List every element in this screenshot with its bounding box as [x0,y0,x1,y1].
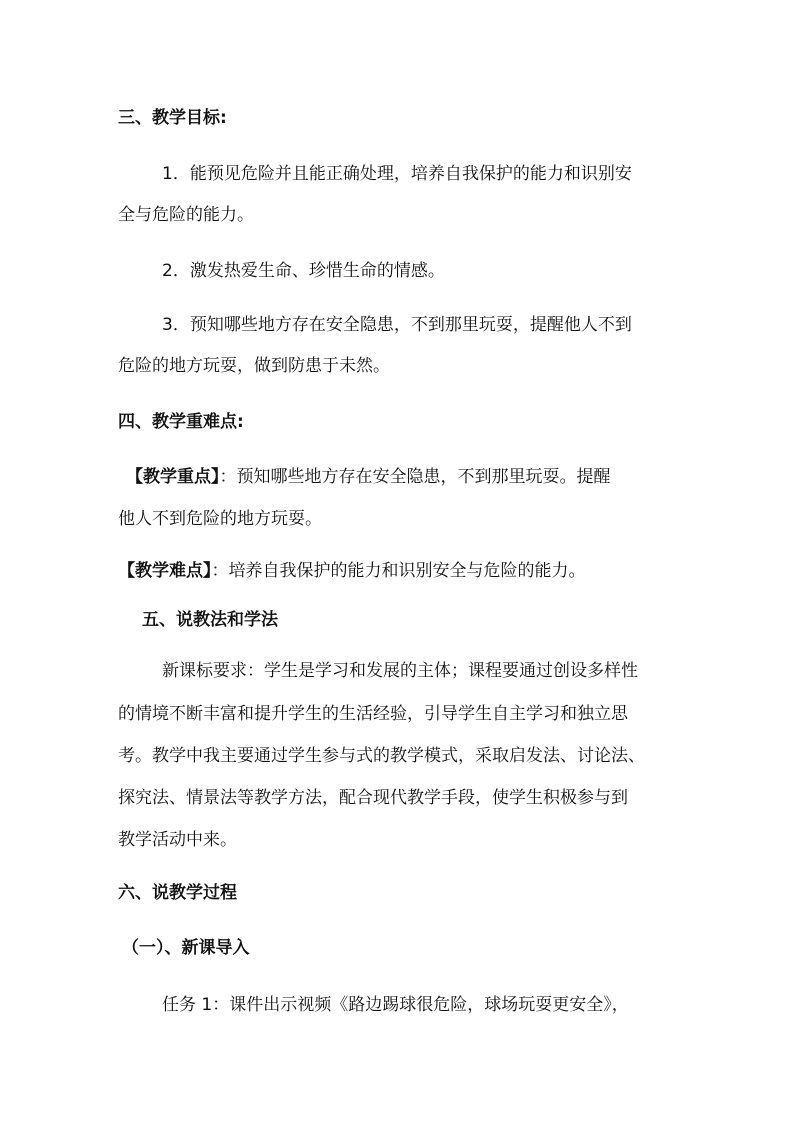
process-heading: 六、说教学过程 [118,883,237,903]
key-point-label: 【教学重点】 [126,467,220,487]
task-1-line: 任务 1：课件出示视频《路边踢球很危险，球场玩耍更安全》， [162,995,629,1015]
goal-3-line-1: 3．预知哪些地方存在安全隐患，不到那里玩耍，提醒他人不到 [162,315,632,335]
goal-2-line-1: 2．激发热爱生命、珍惜生命的情感。 [162,261,445,281]
methods-line-1: 新课标要求：学生是学习和发展的主体；课程要通过创设多样性 [162,661,638,681]
goals-heading: 三、教学目标: [118,108,227,128]
intro-heading: （一）、新课导入 [122,938,250,958]
key-point-text: ：预知哪些地方存在安全隐患，不到那里玩耍。提醒 [219,467,611,487]
goal-1-line-1: 1．能预见危险并且能正确处理，培养自我保护的能力和识别安 [162,164,632,184]
difficulty-label: 【教学难点】 [118,561,212,581]
key-points-heading: 四、教学重难点: [118,412,244,432]
difficulty-text: ：培养自我保护的能力和识别安全与危险的能力。 [211,561,586,581]
key-point-line-1 [126,466,611,488]
goal-1-line-2: 全与危险的能力。 [118,205,254,225]
difficulty-line [118,560,586,582]
goal-3-line-2: 危险的地方玩耍，做到防患于未然。 [118,356,390,376]
methods-line-5: 教学活动中来。 [118,830,237,850]
key-point-line-2: 他人不到危险的地方玩耍。 [118,509,322,529]
methods-heading: 五、说教法和学法 [142,610,278,630]
methods-line-2: 的情境不断丰富和提升学生的生活经验，引导学生自主学习和独立思 [118,704,628,724]
methods-line-3: 考。教学中我主要通过学生参与式的教学模式，采取启发法、讨论法、 [118,746,645,766]
methods-line-4: 探究法、情景法等教学方法，配合现代教学手段，使学生积极参与到 [118,788,628,808]
